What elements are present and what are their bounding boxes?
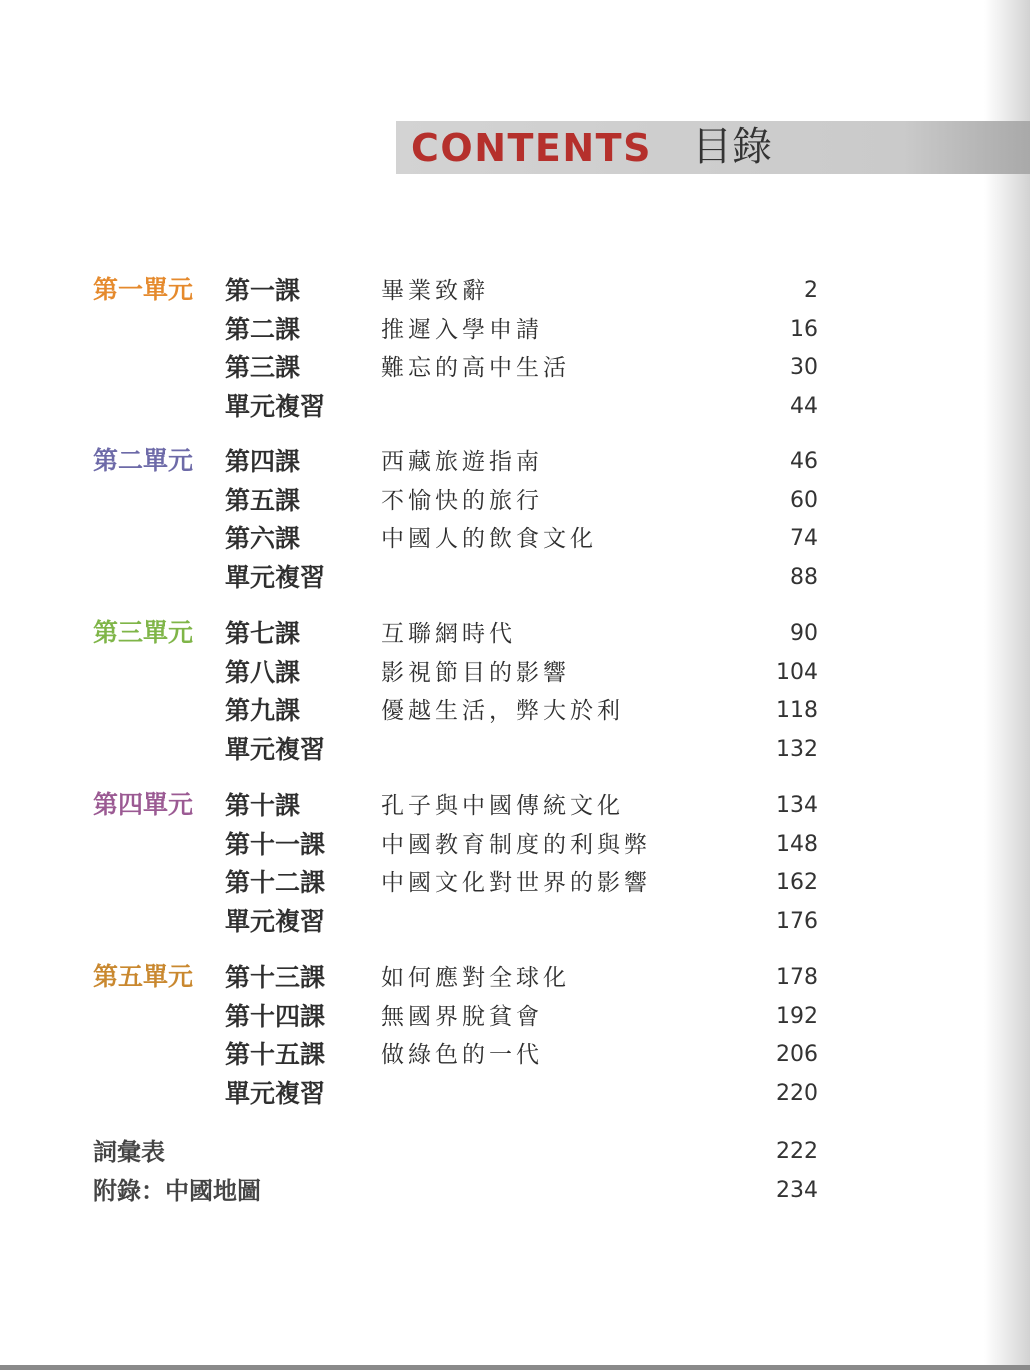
page-number: 104 [776,659,818,685]
page-number: 118 [776,698,818,724]
toc-entry-row[interactable] [0,692,1030,731]
toc-entry-row[interactable] [0,731,1030,770]
lesson-label: 第八課 [225,657,301,687]
toc-entry-row[interactable] [0,654,1030,693]
unit-label: 第二單元 [93,446,194,475]
lesson-title: 互聯網時代 [381,621,516,647]
lesson-label: 第十一課 [225,829,326,859]
lesson-label: 第三課 [225,353,301,383]
toc-entry-row[interactable] [0,311,1030,350]
page-number: 148 [776,831,818,857]
lesson-title: 西藏旅遊指南 [381,449,543,475]
page-number: 134 [776,793,818,818]
lesson-title: 中國人的飲食文化 [381,526,597,553]
toc-entry-row[interactable] [0,559,1030,598]
page-number: 60 [790,487,818,513]
toc-entry-row[interactable] [0,272,1030,311]
contents-title-en: CONTENTS [411,126,652,170]
appendix-label: 附錄：中國地圖 [93,1177,261,1205]
toc-entry-row[interactable] [0,864,1030,903]
page-number: 44 [790,394,818,420]
toc-entry-row[interactable] [0,443,1030,482]
lesson-label: 單元複習 [225,392,326,422]
bottom-rule [0,1365,1030,1370]
lesson-label: 單元複習 [225,907,326,937]
lesson-label: 單元複習 [225,563,326,593]
page-number: 234 [776,1178,818,1203]
lesson-title: 推遲入學申請 [381,316,543,343]
toc-entry-row[interactable] [0,998,1030,1037]
page-number: 176 [776,909,818,935]
lesson-label: 第九課 [225,696,301,726]
lesson-title: 不愉快的旅行 [381,487,543,514]
toc-entry-row[interactable] [0,482,1030,521]
page-number: 74 [790,526,818,552]
toc-entry-row[interactable] [0,520,1030,559]
toc-entry-row[interactable] [0,1036,1030,1075]
lesson-title: 優越生活，弊大於利 [381,698,624,725]
lesson-title: 無國界脫貧會 [381,1003,543,1030]
toc-entry-row[interactable] [0,787,1030,826]
page-number: 30 [790,355,818,381]
toc-entry-row[interactable] [0,615,1030,654]
page-number: 16 [790,316,818,342]
lesson-label: 第六課 [225,524,301,554]
lesson-label: 第一課 [225,276,301,305]
page-number: 162 [776,870,818,896]
lesson-title: 畢業致辭 [381,278,489,304]
lesson-label: 第二課 [225,314,301,344]
toc-entry-row[interactable] [0,349,1030,388]
page-number: 192 [776,1003,818,1029]
lesson-title: 做綠色的一代 [381,1042,543,1069]
unit-label: 第一單元 [93,275,194,304]
unit-label: 第三單元 [93,618,194,647]
lesson-label: 第七課 [225,619,301,648]
lesson-title: 如何應對全球化 [381,965,570,991]
page-number: 88 [790,565,818,591]
page-number: 178 [776,965,818,990]
page-number: 46 [790,449,818,474]
page-number: 2 [804,278,818,303]
toc-entry-row[interactable] [0,1075,1030,1114]
lesson-label: 第十三課 [225,963,326,992]
toc-extra-row[interactable] [0,1133,1030,1172]
toc-entry-row[interactable] [0,826,1030,865]
lesson-title: 影視節目的影響 [381,659,570,686]
page-number: 206 [776,1042,818,1068]
page-number: 222 [776,1139,818,1164]
lesson-label: 單元複習 [225,735,326,765]
appendix-label: 詞彙表 [93,1138,165,1166]
lesson-label: 第十課 [225,791,301,820]
page-number: 90 [790,621,818,646]
lesson-label: 第四課 [225,447,301,476]
lesson-title: 中國教育制度的利與弊 [381,831,651,858]
unit-label: 第四單元 [93,790,194,819]
toc-entry-row[interactable] [0,903,1030,942]
page-number: 132 [776,737,818,763]
toc-entry-row[interactable] [0,959,1030,998]
lesson-label: 第五課 [225,485,301,515]
lesson-label: 第十五課 [225,1040,326,1070]
page-number: 220 [776,1081,818,1107]
lesson-label: 單元複習 [225,1079,326,1109]
lesson-title: 孔子與中國傳統文化 [381,793,624,819]
lesson-label: 第十四課 [225,1001,326,1031]
toc-extra-row[interactable] [0,1172,1030,1211]
unit-label: 第五單元 [93,962,194,991]
contents-title-zh: 目錄 [692,124,772,170]
lesson-title: 中國文化對世界的影響 [381,870,651,897]
toc-entry-row[interactable] [0,388,1030,427]
lesson-label: 第十二課 [225,868,326,898]
lesson-title: 難忘的高中生活 [381,355,570,382]
